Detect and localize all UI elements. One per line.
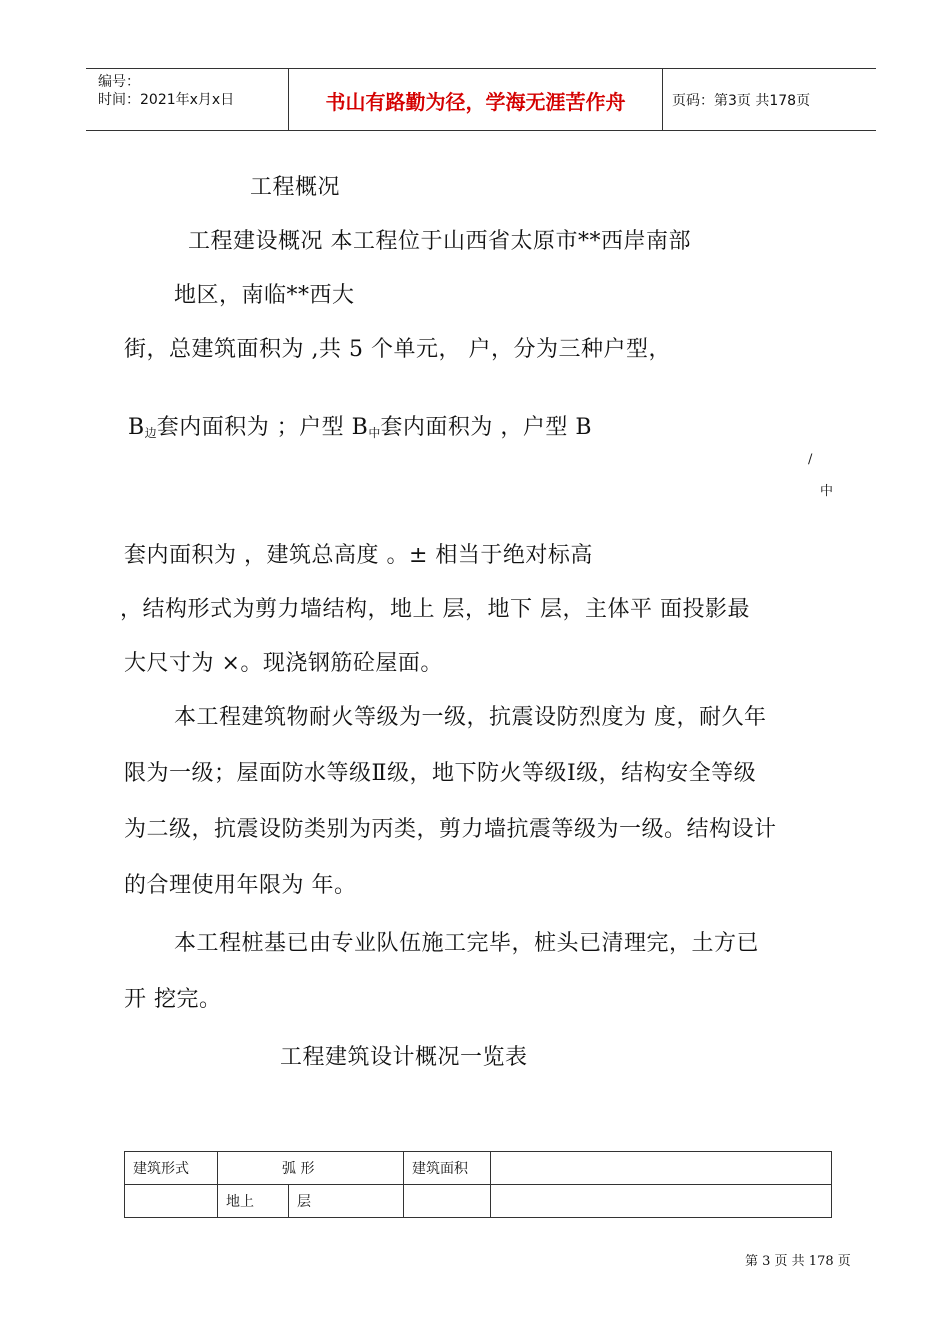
paragraph-line: 街，总建筑面积为 ,共 5 个单元， 户，分为三种户型， <box>124 337 671 362</box>
page-footer: 第 3 页 共 178 页 <box>745 1254 851 1269</box>
unit-type-text: 套内面积为 ；户型 B <box>156 415 369 440</box>
table-cell: 地上 <box>218 1185 289 1218</box>
paragraph-line: 本工程建筑物耐火等级为一级，抗震设防烈度为 度，耐久年 <box>174 705 767 730</box>
design-overview-table <box>124 1151 832 1218</box>
table-cell <box>491 1185 832 1218</box>
unit-type-text: 套内面积为 ，户型 B <box>380 415 593 440</box>
header-motto: 书山有路勤为径，学海无涯苦作舟 <box>325 90 626 114</box>
header-motto-cell <box>288 69 663 130</box>
paragraph-line: 工程建设概况 本工程位于山西省太原市**西岸南部 <box>188 229 691 254</box>
unit-type-subscript: 中 <box>368 426 381 440</box>
table-row <box>125 1152 832 1185</box>
paragraph-line: 限为一级；屋面防水等级Ⅱ级，地下防火等级Ⅰ级，结构安全等级 <box>124 761 757 786</box>
page-header <box>86 68 876 131</box>
table-cell <box>125 1185 218 1218</box>
paragraph-line: ，结构形式为剪力墙结构，地上 层，地下 层，主体平 面投影最 <box>120 597 750 622</box>
table-cell: 建筑面积 <box>404 1152 491 1185</box>
paragraph-line: 套内面积为 ，建筑总高度 。± 相当于绝对标高 <box>124 543 593 568</box>
slash-subscript: 中 <box>820 484 834 499</box>
paragraph-line: 本工程桩基已由专业队伍施工完毕，桩头已清理完，土方已 <box>174 931 760 956</box>
table-title: 工程建筑设计概况一览表 <box>280 1045 528 1070</box>
paragraph-line: 地区，南临**西大 <box>174 283 355 308</box>
table-cell <box>404 1185 491 1218</box>
table-cell: 层 <box>289 1185 404 1218</box>
table-cell: 建筑形式 <box>125 1152 218 1185</box>
header-page-info: 页码：第3页 共178页 <box>672 93 811 109</box>
table-cell: 弧 形 <box>218 1152 404 1185</box>
table-row <box>125 1185 832 1218</box>
unit-type-line <box>128 410 592 441</box>
unit-type-subscript: 边 <box>144 426 157 440</box>
slash-mark: / <box>808 452 813 467</box>
paragraph-line: 大尺寸为 ×。现浇钢筋砼屋面。 <box>124 651 443 676</box>
paragraph-line: 开 挖完。 <box>124 987 222 1012</box>
paragraph-line: 为二级，抗震设防类别为丙类，剪力墙抗震等级为一级。结构设计 <box>124 817 777 842</box>
time-label: 时间：2021年x月x日 <box>98 92 235 108</box>
table-cell <box>491 1152 832 1185</box>
paragraph-line: 的合理使用年限为 年。 <box>124 873 357 898</box>
unit-type-letter: B <box>128 415 145 440</box>
header-meta-cell <box>86 69 288 130</box>
section-title: 工程概况 <box>250 175 341 200</box>
header-page-cell <box>662 69 876 130</box>
serial-label: 编号： <box>98 74 140 90</box>
